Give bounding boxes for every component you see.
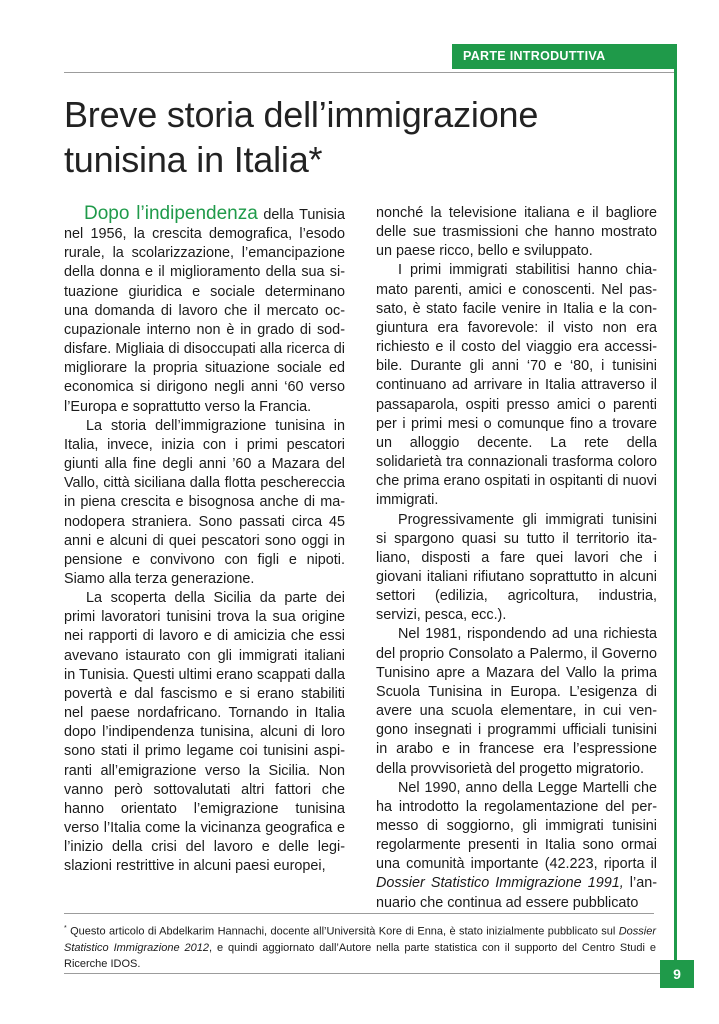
left-column [64,204,345,876]
title-line-2: tunisina in Italia* [64,139,323,180]
paragraph-text: l’annuario che continua ad essere pubblicato [376,875,657,911]
paragraph-text: della Tunisia nel 1956, la crescita demografica, l’esodo rurale, la scolarizzazione, l’emancipazione della donna e il miglioramento della sua situazione giuridica e sociale determinano una domanda di lavoro che il mercato occupazionale interno non è in grado di soddisfare. Migliaia di disoccupati alla ricerca di migliorare la propria situazione sociale ed economica si dirigono negli anni ‘60 verso l’Europa e soprattutto verso la Francia. [64,207,346,415]
section-label: PARTE INTRODUTTIVA [452,44,674,69]
paragraph: Progressivamente gli immigrati tunisini si spargono quasi su tutto il territorio italiano, disposti a fare quei lavori che i giovani italiani rifiutano soprattutto in alcuni settori (edilizia, agricoltura, industria, servizi, pesca, ecc.). [376,511,657,624]
footnote-publication: Dossier Statistico Immigrazione 2012 [64,925,656,954]
header-rule [64,72,674,73]
footnote-text: Questo articolo di Abdelkarim Hannachi, docente all’Università Kore di Enna, è stato inizialmente pubblicato sul [66,925,619,938]
paragraph: La storia dell’immigrazione tunisina in Italia, invece, inizia con i primi pescatori giunti alla fine degli anni ’60 a Mazara del Vallo, città siciliana dalla flotta peschereccia in piena crescita e bisognosa anche di manodopera straniera. Sono passati circa 45 anni e alcuni di quei pescatori sono oggi in pensione e convivono con figli e nipoti. Siamo alla terza generazione. [64,417,345,587]
footnote [64,921,656,973]
paragraph: La scoperta della Sicilia da parte dei primi lavoratori tunisini trova la sua origine nei rapporti di lavoro e di amicizia che essi avevano istaurato con gli immigrati italiani in Tunisia. Questi ultimi erano scappati dalla povertà e dal fascismo e si erano stabiliti nel paese nordafricano. Tornando in Italia dopo l’indipendenza tunisina, alcuni di loro sono stati il primo legame coi tunisini aspiranti all’emigrazione verso la Sicilia. Non vanno però sottovalutati altri fattori che hanno orientato l’emigrazione tunisina verso l’Italia come la vicinanza geografica e l’inizio della crisi del lavoro e delle legislazioni restrittive in alcuni paesi europei, [64,590,345,875]
publication-title: Dossier Statistico Immigrazione 1991, [376,875,624,892]
paragraph [376,779,657,913]
accent-side-bar [674,44,677,964]
footnote-marker: * [64,925,67,932]
paragraph: Nel 1981, rispondendo ad una richiesta del proprio Consolato a Palermo, il Governo Tunisino apre a Mazara del Vallo la prima Scuola Tunisina in Europa. L’esigenza di avere una scuola elementare, in cui vengono insegnati i programmi ufficiali tunisini in arabo e in francese era l’espressione della provvisorietà del progetto migratorio. [376,626,657,777]
bottom-rule [64,973,660,974]
title-line-1: Breve storia dell’immigrazione [64,94,539,135]
right-column [376,204,657,913]
lead-in: Dopo l’indipendenza [84,203,258,224]
footnote-rule [64,913,654,914]
paragraph: nonché la televisione italiana e il bagliore delle sue trasmissioni che hanno mostrato un paese ricco, bello e sviluppato. [376,205,657,260]
article-title [64,92,654,182]
paragraph: I primi immigrati stabilitisi hanno chiamato parenti, amici e conoscenti. Nel passato, è stato facile venire in Italia e la congiuntura era favorevole: il visto non era richiesto e il costo del viaggio era accessibile. Durante gli anni ‘70 e ‘80, i tunisini continuano ad arrivare in Italia attraverso il passaparola, ospiti presso amici o parenti per i primi mesi o comunque fino a trovare un alloggio decente. La rete della solidarietà tra connazionali trasforma coloro che prima erano ospitati in ospitanti di nuovi immigrati. [376,262,657,509]
paragraph-text: Nel 1990, anno della Legge Martelli che ha introdotto la regolamentazione del permesso di soggiorno, gli immigrati tunisini regolarmente presenti in Italia sono ormai una comunità importante (42.223, riporta il [376,779,657,873]
page-number: 9 [660,960,694,988]
paragraph [64,204,345,417]
footnote-text: , e quindi aggiornato dall’Autore nella parte statistica con il supporto del Centro Studi e Ricerche IDOS. [64,941,657,971]
